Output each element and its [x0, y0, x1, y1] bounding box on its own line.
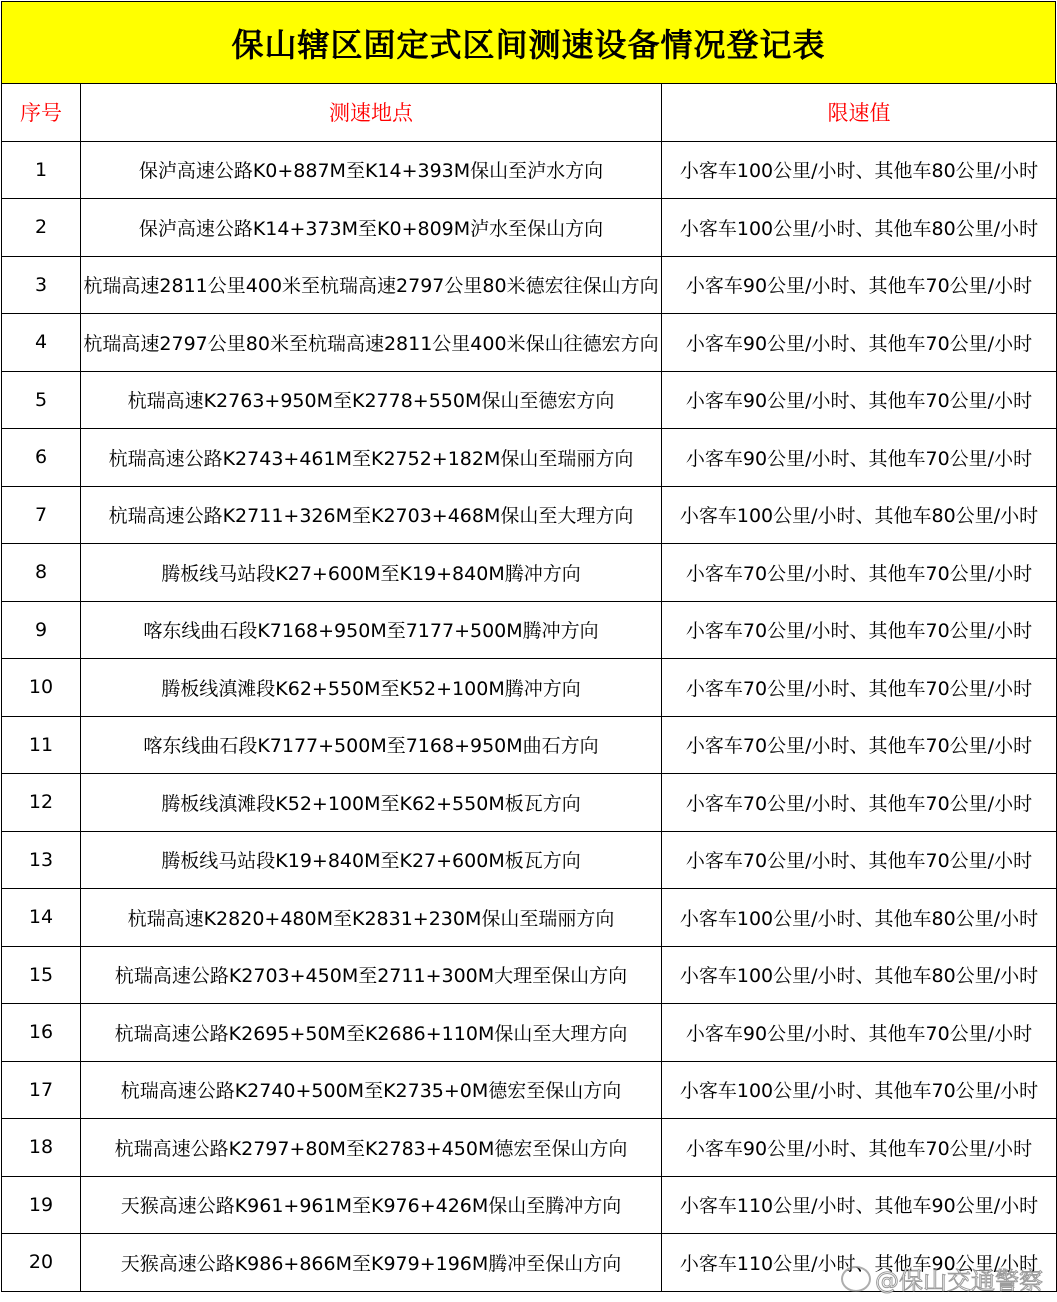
- table-row: [2, 831, 1057, 889]
- table-row: [2, 371, 1057, 429]
- row-speed-limit: 小客车90公里/小时、其他车70公里/小时: [662, 371, 1057, 429]
- table-row: [2, 946, 1057, 1004]
- row-location: 杭瑞高速2797公里80米至杭瑞高速2811公里400米保山往德宏方向: [81, 314, 662, 372]
- speed-camera-table: [1, 83, 1057, 1292]
- table-row: [2, 1176, 1057, 1234]
- row-number: 11: [2, 716, 81, 774]
- row-location: 杭瑞高速公路K2743+461M至K2752+182M保山至瑞丽方向: [81, 429, 662, 487]
- row-number: 13: [2, 831, 81, 889]
- row-speed-limit: 小客车100公里/小时、其他车70公里/小时: [662, 1061, 1057, 1119]
- header-no: 序号: [2, 84, 81, 142]
- table-row: [2, 601, 1057, 659]
- row-speed-limit: 小客车90公里/小时、其他车70公里/小时: [662, 256, 1057, 314]
- table-row: [2, 314, 1057, 372]
- row-number: 6: [2, 429, 81, 487]
- row-location: 天猴高速公路K986+866M至K979+196M腾冲至保山方向: [81, 1234, 662, 1292]
- row-location: 杭瑞高速公路K2711+326M至K2703+468M保山至大理方向: [81, 486, 662, 544]
- row-number: 18: [2, 1119, 81, 1177]
- table-row: [2, 659, 1057, 717]
- table-row: [2, 486, 1057, 544]
- row-number: 1: [2, 141, 81, 199]
- header-row: [2, 84, 1057, 142]
- row-speed-limit: 小客车90公里/小时、其他车70公里/小时: [662, 1004, 1057, 1062]
- row-speed-limit: 小客车70公里/小时、其他车70公里/小时: [662, 716, 1057, 774]
- table-row: [2, 889, 1057, 947]
- row-number: 12: [2, 774, 81, 832]
- row-number: 16: [2, 1004, 81, 1062]
- row-location: 杭瑞高速K2820+480M至K2831+230M保山至瑞丽方向: [81, 889, 662, 947]
- row-number: 8: [2, 544, 81, 602]
- table-row: [2, 774, 1057, 832]
- row-location: 杭瑞高速2811公里400米至杭瑞高速2797公里80米德宏往保山方向: [81, 256, 662, 314]
- row-location: 杭瑞高速公路K2797+80M至K2783+450M德宏至保山方向: [81, 1119, 662, 1177]
- row-speed-limit: 小客车100公里/小时、其他车80公里/小时: [662, 946, 1057, 1004]
- row-number: 10: [2, 659, 81, 717]
- row-speed-limit: 小客车110公里/小时、其他车90公里/小时: [662, 1176, 1057, 1234]
- row-speed-limit: 小客车70公里/小时、其他车70公里/小时: [662, 831, 1057, 889]
- row-location: 腾板线滇滩段K52+100M至K62+550M板瓦方向: [81, 774, 662, 832]
- row-number: 4: [2, 314, 81, 372]
- table-row: [2, 544, 1057, 602]
- table-row: [2, 1061, 1057, 1119]
- row-number: 17: [2, 1061, 81, 1119]
- table-row: [2, 199, 1057, 257]
- row-speed-limit: 小客车90公里/小时、其他车70公里/小时: [662, 429, 1057, 487]
- row-number: 5: [2, 371, 81, 429]
- row-speed-limit: 小客车110公里/小时、其他车90公里/小时: [662, 1234, 1057, 1292]
- row-location: 保泸高速公路K14+373M至K0+809M泸水至保山方向: [81, 199, 662, 257]
- table-row: [2, 1004, 1057, 1062]
- row-location: 喀东线曲石段K7168+950M至7177+500M腾冲方向: [81, 601, 662, 659]
- row-number: 9: [2, 601, 81, 659]
- weibo-icon: [841, 1266, 871, 1292]
- row-speed-limit: 小客车70公里/小时、其他车70公里/小时: [662, 601, 1057, 659]
- table-row: [2, 141, 1057, 199]
- row-location: 杭瑞高速公路K2740+500M至K2735+0M德宏至保山方向: [81, 1061, 662, 1119]
- watermark-text: @保山交通警察: [875, 1267, 1043, 1295]
- table-row: [2, 429, 1057, 487]
- row-speed-limit: 小客车70公里/小时、其他车70公里/小时: [662, 544, 1057, 602]
- row-number: 7: [2, 486, 81, 544]
- row-speed-limit: 小客车90公里/小时、其他车70公里/小时: [662, 314, 1057, 372]
- row-location: 杭瑞高速K2763+950M至K2778+550M保山至德宏方向: [81, 371, 662, 429]
- header-limit: 限速值: [662, 84, 1057, 142]
- row-speed-limit: 小客车100公里/小时、其他车80公里/小时: [662, 199, 1057, 257]
- table-title: 保山辖区固定式区间测速设备情况登记表: [1, 1, 1056, 84]
- row-speed-limit: 小客车100公里/小时、其他车80公里/小时: [662, 486, 1057, 544]
- row-location: 喀东线曲石段K7177+500M至7168+950M曲石方向: [81, 716, 662, 774]
- row-number: 14: [2, 889, 81, 947]
- row-number: 15: [2, 946, 81, 1004]
- row-location: 腾板线马站段K27+600M至K19+840M腾冲方向: [81, 544, 662, 602]
- row-speed-limit: 小客车100公里/小时、其他车80公里/小时: [662, 141, 1057, 199]
- row-location: 杭瑞高速公路K2703+450M至2711+300M大理至保山方向: [81, 946, 662, 1004]
- row-location: 腾板线马站段K19+840M至K27+600M板瓦方向: [81, 831, 662, 889]
- table-row: [2, 256, 1057, 314]
- row-location: 天猴高速公路K961+961M至K976+426M保山至腾冲方向: [81, 1176, 662, 1234]
- row-location: 杭瑞高速公路K2695+50M至K2686+110M保山至大理方向: [81, 1004, 662, 1062]
- row-speed-limit: 小客车90公里/小时、其他车70公里/小时: [662, 1119, 1057, 1177]
- row-location: 腾板线滇滩段K62+550M至K52+100M腾冲方向: [81, 659, 662, 717]
- row-number: 2: [2, 199, 81, 257]
- row-speed-limit: 小客车70公里/小时、其他车70公里/小时: [662, 659, 1057, 717]
- row-location: 保泸高速公路K0+887M至K14+393M保山至泸水方向: [81, 141, 662, 199]
- table-row: [2, 716, 1057, 774]
- row-number: 20: [2, 1234, 81, 1292]
- watermark: [841, 1261, 1043, 1296]
- row-speed-limit: 小客车100公里/小时、其他车80公里/小时: [662, 889, 1057, 947]
- row-number: 3: [2, 256, 81, 314]
- row-number: 19: [2, 1176, 81, 1234]
- header-location: 测速地点: [81, 84, 662, 142]
- row-speed-limit: 小客车70公里/小时、其他车70公里/小时: [662, 774, 1057, 832]
- table-row: [2, 1119, 1057, 1177]
